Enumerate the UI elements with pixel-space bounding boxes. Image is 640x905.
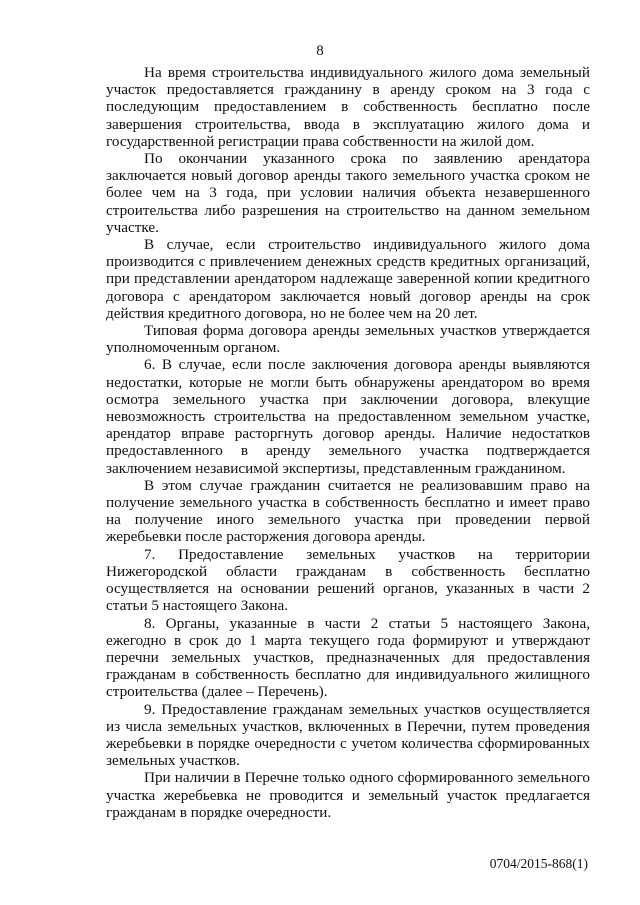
paragraph-item-6-consequence: В этом случае гражданин считается не реализовавшим право на получение земельного участка в собственность бесплатно и имеет право на получение иного земельного участка при проведении первой жеребьевки после расторжения договора аренды.: [106, 476, 590, 546]
paragraph-item-7: 7. Предоставление земельных участков на территории Нижегородской области гражданам в собственность бесплатно осуществляется на основании решений органов, указанных в части 2 статьи 5 настоящего Закона.: [106, 545, 590, 615]
paragraph-item-8: 8. Органы, указанные в части 2 статьи 5 настоящего Закона, ежегодно в срок до 1 марта текущего года формируют и утверждают перечни земельных участков, предназначенных для предоставления гражданам в собственность бесплатно для индивидуального жилищного строительства (далее – Перечень).: [106, 614, 590, 701]
paragraph-item-6: 6. В случае, если после заключения договора аренды выявляются недостатки, которые не могли быть обнаружены арендатором во время осмотра земельного участка при заключении договора, влекущие невозможность строительства на предоставленном земельном участке, арендатор вправе расторгнуть договор аренды. Наличие недостатков предоставленного в аренду земельного участка подтверждается заключением независимой экспертизы, представленным гражданином.: [106, 356, 590, 477]
paragraph-lease-extension: По окончании указанного срока по заявлению арендатора заключается новый договор аренды такого земельного участка сроком не более чем на 3 года, при условии наличия объекта незавершенного строительства либо разрешения на строительство на данном земельном участке.: [106, 150, 590, 236]
paragraph-construction-lease: На время строительства индивидуального жилого дома земельный участок предоставляется гражданину в аренду сроком на 3 года с последующим предоставлением в собственность бесплатно после завершения строительства, ввода в эксплуатацию жилого дома и государственной регистрации права собственности на жилой дом.: [106, 64, 590, 150]
document-body: [106, 64, 590, 821]
page-number: 8: [316, 43, 324, 59]
paragraph-item-9: 9. Предоставление гражданам земельных участков осуществляется из числа земельных участков, включенных в Перечни, путем проведения жеребьевки в порядке очередности с учетом количества сформированных земельных участков.: [106, 700, 590, 770]
document-code: 0704/2015-868(1): [489, 856, 588, 871]
paragraph-standard-form: Типовая форма договора аренды земельных участков утверждается уполномоченным органом.: [106, 322, 590, 357]
paragraph-credit-funding: В случае, если строительство индивидуального жилого дома производится с привлечением денежных средств кредитных организаций, при представлении арендатором надлежаще заверенной копии кредитного договора с арендатором заключается новый договор аренды на срок действия кредитного договора, но не более чем на 20 лет.: [106, 236, 590, 322]
paragraph-single-plot: При наличии в Перечне только одного сформированного земельного участка жеребьевка не проводится и земельный участок предлагается гражданам в порядке очередности.: [106, 769, 590, 821]
